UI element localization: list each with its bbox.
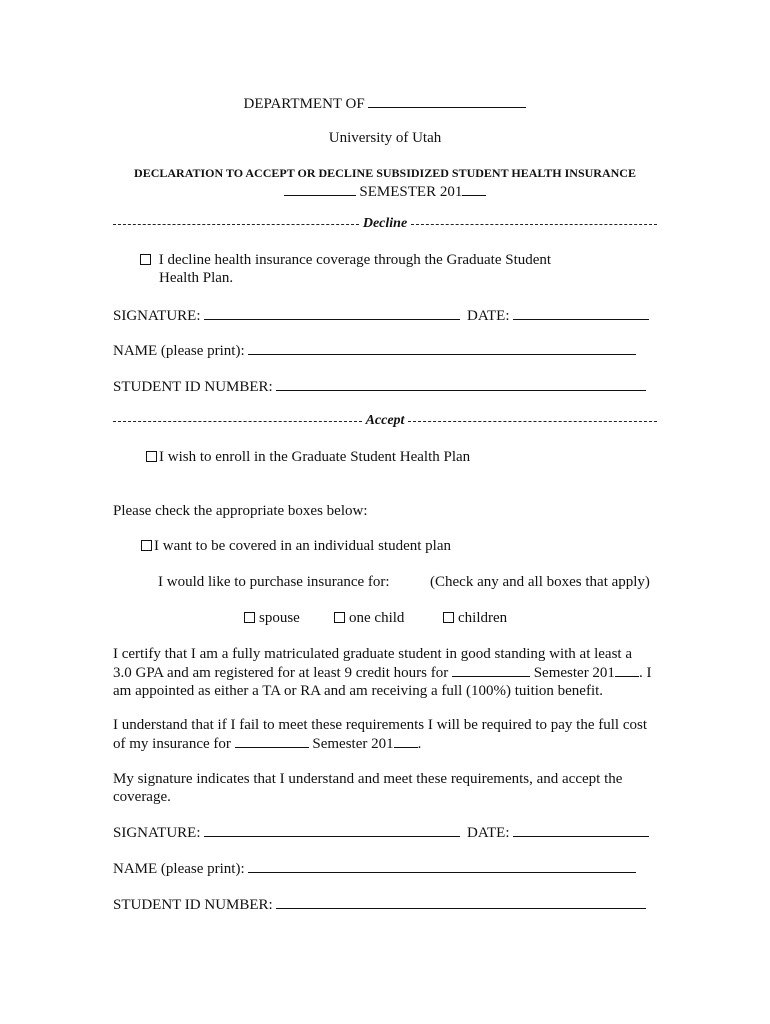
signature-note [113,770,658,806]
certify-line-3: am appointed as either a TA or RA and am receiving a full (100%) tuition benefit. [113,683,604,699]
spouse-option [244,609,300,627]
children-checkbox[interactable] [443,612,454,623]
decline-checkbox-label: I decline health insurance coverage through the Graduate Student [158,252,552,268]
understand-semester-field[interactable] [235,734,309,748]
certify-paragraph [113,645,658,700]
decline-name-field[interactable] [248,341,636,355]
accept-signature-row [113,823,460,842]
accept-name-field[interactable] [248,859,636,873]
certify-semester-field[interactable] [452,663,530,677]
children-option [443,609,507,627]
enroll-checkbox[interactable] [146,451,157,462]
semester-field[interactable] [284,182,356,196]
date-label: DATE: [467,308,510,324]
declaration-title: DECLARATION TO ACCEPT OR DECLINE SUBSIDIZED STUDENT HEALTH INSURANCE [134,166,636,180]
decline-id-row [113,377,646,396]
student-id-label: STUDENT ID NUMBER: [113,897,273,913]
enroll-row [146,448,470,466]
children-label: children [458,610,508,626]
semester-year-field[interactable] [462,182,486,196]
understand-line-2: of my insurance for Semester 201 . [113,736,422,752]
accept-divider [113,413,657,429]
decline-checkbox[interactable] [140,254,151,265]
decline-name-row [113,341,636,360]
student-id-label: STUDENT ID NUMBER: [113,379,273,395]
one-child-option [334,609,404,627]
decline-id-field[interactable] [276,377,646,391]
please-check-text: Please check the appropriate boxes below: [113,503,368,519]
signature-note-line-1: My signature indicates that I understand and meet these requirements, and accept the [113,771,623,787]
accept-date-field[interactable] [513,823,649,837]
individual-plan-row [141,537,451,555]
signature-label: SIGNATURE: [113,825,201,841]
one-child-checkbox[interactable] [334,612,345,623]
decline-checkbox-row [140,251,551,269]
enroll-label: I wish to enroll in the Graduate Student Health Plan [159,449,471,465]
name-label: NAME (please print): [113,861,245,877]
university-name: University of Utah [328,130,442,146]
accept-title: Accept [365,413,405,428]
certify-year-field[interactable] [615,663,639,677]
decline-signature-row [113,306,460,325]
certify-line-2: 3.0 GPA and am registered for at least 9 credit hours for Semester 201 . I [113,665,652,681]
decline-title: Decline [362,216,408,231]
understand-line-1: I understand that if I fail to meet these requirements I will be required to pay the full cost [113,717,647,733]
department-label: DEPARTMENT OF [243,96,365,112]
name-label: NAME (please print): [113,343,245,359]
signature-label: SIGNATURE: [113,308,201,324]
signature-note-line-2: coverage. [113,789,171,805]
decline-date-field[interactable] [513,306,649,320]
decline-date-row [467,306,649,325]
semester-label: SEMESTER 201 [359,184,463,200]
purchase-label: I would like to purchase insurance for: [158,574,390,590]
spouse-checkbox[interactable] [244,612,255,623]
decline-checkbox-label-2: Health Plan. [159,270,234,286]
accept-id-row [113,895,646,914]
accept-id-field[interactable] [276,895,646,909]
accept-name-row [113,859,636,878]
department-field[interactable] [368,94,526,108]
accept-signature-field[interactable] [204,823,460,837]
understand-paragraph [113,716,658,753]
understand-year-field[interactable] [394,734,418,748]
decline-divider [113,216,657,232]
date-label: DATE: [467,825,510,841]
certify-line-1: I certify that I am a fully matriculated graduate student in good standing with at least a [113,646,633,662]
check-any-note: (Check any and all boxes that apply) [430,574,650,590]
one-child-label: one child [349,610,405,626]
accept-date-row [467,823,649,842]
semester-line [0,182,770,201]
department-line [0,94,770,113]
individual-plan-checkbox[interactable] [141,540,152,551]
spouse-label: spouse [259,610,300,626]
decline-signature-field[interactable] [204,306,460,320]
individual-plan-label: I want to be covered in an individual student plan [154,538,452,554]
